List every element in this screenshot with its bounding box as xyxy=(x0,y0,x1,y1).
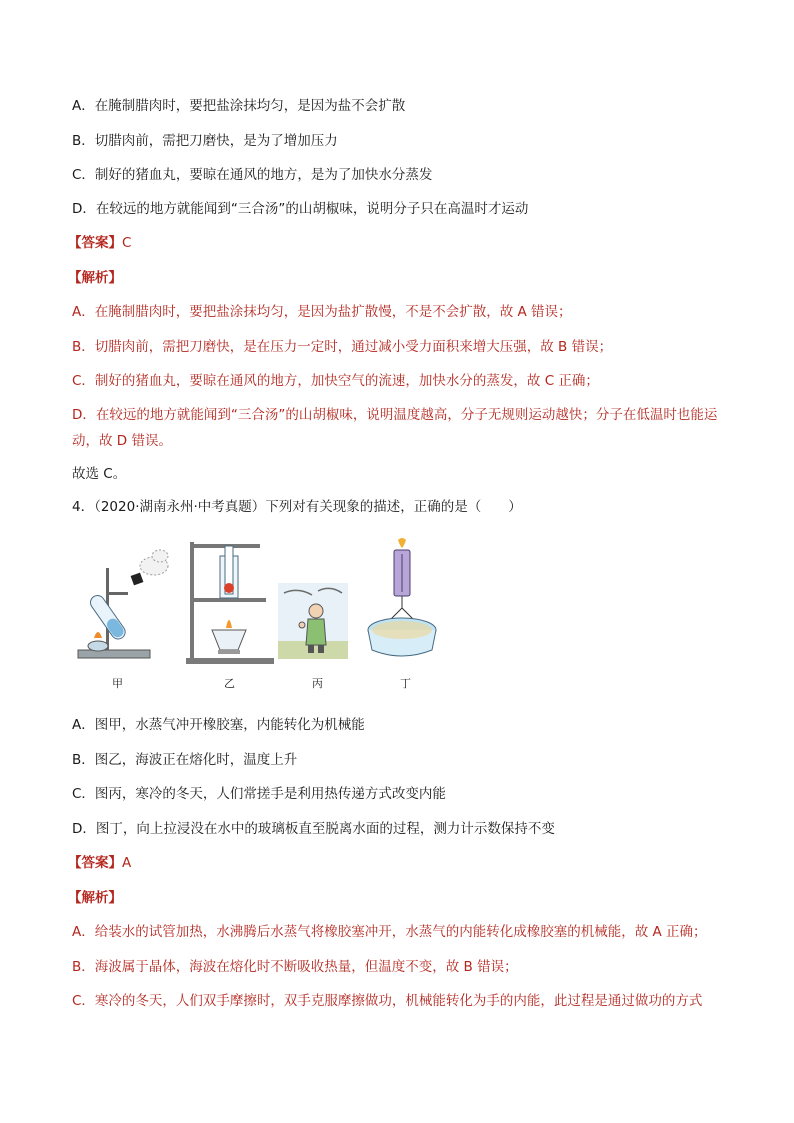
q4-option-c: C．图丙，寒冷的冬天，人们常搓手是利用热传递方式改变内能 xyxy=(72,786,446,802)
q4-answer xyxy=(68,853,728,873)
figure-yi-melting-setup xyxy=(182,538,277,668)
q3-analysis-d: D．在较远的地方就能闻到“三合汤”的山胡椒味，说明温度越高，分子无规则运动越快；分子在低温时也能运动，故 D 错误。 xyxy=(72,407,718,449)
figure-ding-spring-scale xyxy=(362,538,442,668)
q3-analysis-label: 【解析】 xyxy=(68,270,122,286)
q3-analysis-a: A．在腌制腊肉时，要把盐涂抹均匀，是因为盐扩散慢，不是不会扩散，故 A 错误； xyxy=(72,304,572,320)
q3-answer xyxy=(68,233,728,253)
figure-bing-rubbing-hands xyxy=(278,583,348,663)
q4-analysis-b: B．海波属于晶体，海波在熔化时不断吸收热量，但温度不变，故 B 错误； xyxy=(72,959,518,975)
q4-option-d: D．图丁，向上拉浸没在水中的玻璃板直至脱离水面的过程，测力计示数保持不变 xyxy=(72,821,555,837)
figure-caption-jia: 甲 xyxy=(112,677,123,690)
q3-option-a: A．在腌制腊肉时，要把盐涂抹均匀，是因为盐不会扩散 xyxy=(72,98,406,114)
q4-answer-label: 【答案】 xyxy=(68,855,122,871)
q4-option-a: A．图甲，水蒸气冲开橡胶塞，内能转化为机械能 xyxy=(72,717,365,733)
figure-caption-ding: 丁 xyxy=(400,677,411,690)
q4-option-b: B．图乙，海波正在熔化时，温度上升 xyxy=(72,752,298,768)
q4-analysis-a: A．给装水的试管加热，水沸腾后水蒸气将橡胶塞冲开，水蒸气的内能转化成橡胶塞的机械能，故 A 正确； xyxy=(72,924,707,940)
q3-option-d: D．在较远的地方就能闻到“三合汤”的山胡椒味，说明分子只在高温时才运动 xyxy=(72,201,529,217)
q3-answer-value: C xyxy=(122,235,132,251)
q4-stem: 4．（2020·湖南永州·中考真题）下列对有关现象的描述，正确的是（ ） xyxy=(72,499,522,515)
q4-analysis-c: C．寒冷的冬天，人们双手摩擦时，双手克服摩擦做功，机械能转化为手的内能，此过程是通过做功的方式 xyxy=(72,993,703,1009)
figure-caption-yi: 乙 xyxy=(224,677,235,690)
q3-option-c: C．制好的猪血丸，要晾在通风的地方，是为了加快水分蒸发 xyxy=(72,167,433,183)
q3-analysis-b: B．切腊肉前，需把刀磨快，是在压力一定时，通过减小受力面积来增大压强，故 B 错误； xyxy=(72,339,613,355)
q3-option-b: B．切腊肉前，需把刀磨快，是为了增加压力 xyxy=(72,133,338,149)
figure-jia-test-tube xyxy=(72,538,172,668)
figure-caption-bing: 丙 xyxy=(312,677,323,690)
q3-conclusion: 故选 C。 xyxy=(72,466,127,482)
q3-analysis-c: C．制好的猪血丸，要晾在通风的地方，加快空气的流速，加快水分的蒸发，故 C 正确； xyxy=(72,373,599,389)
q4-answer-value: A xyxy=(122,855,132,871)
q4-figure-group xyxy=(72,538,432,688)
q3-answer-label: 【答案】 xyxy=(68,235,122,251)
q4-analysis-label: 【解析】 xyxy=(68,890,122,906)
